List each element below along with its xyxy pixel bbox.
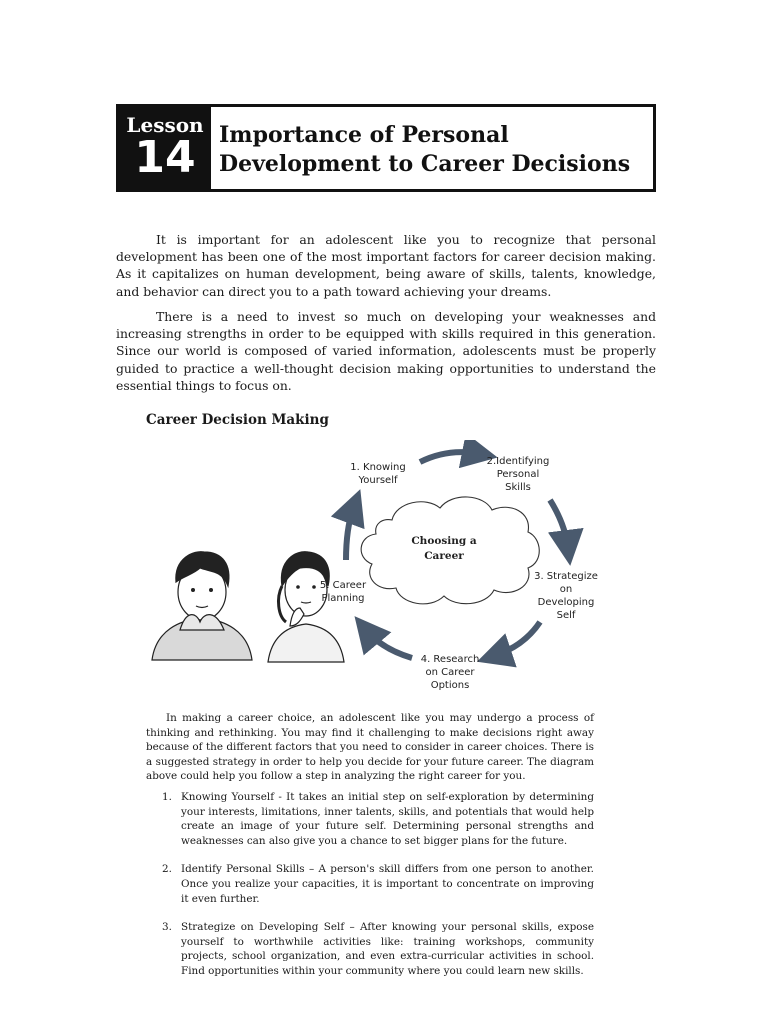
step-4-line2: on Career	[425, 667, 475, 678]
step-3-line4: Self	[556, 610, 576, 621]
steps-list	[162, 790, 594, 993]
step-2-line2: Personal	[496, 469, 540, 480]
arrow-2-to-3	[550, 500, 568, 548]
intro-paragraph-2	[116, 308, 656, 394]
list-number: 2.	[162, 863, 172, 876]
lesson-badge	[119, 107, 211, 189]
list-text: Strategize on Developing Self – After knowing your personal skills, expose yourself to worthwhile activities like: training workshops, community projects, school organization, and even extra-curricular activities in school. Find opportunities within your community where you could learn new skills.	[181, 921, 594, 977]
lesson-title-line1: Importance of Personal	[219, 122, 509, 148]
step-4-line3: Options	[430, 680, 470, 691]
arrow-3-to-4	[494, 622, 540, 656]
lesson-header	[116, 104, 656, 192]
step-3-line1: 3. Strategize	[534, 571, 598, 582]
lesson-title-line2: Development to Career Decisions	[219, 151, 631, 177]
boy-figure	[152, 552, 252, 660]
list-text: Identify Personal Skills – A person's skill differs from one person to another. Once you realize your capacities, it is important to concentrate on improving it even further.	[181, 863, 594, 905]
arrow-4-to-5	[366, 630, 412, 658]
lesson-title	[211, 107, 653, 189]
list-text: Knowing Yourself - It takes an initial step on self-exploration by determining your interests, limitations, inner talents, skills, and potentials that would help create an image of your future self. Determining personal strengths and weaknesses can also give you a chance to set bigger plans for the future.	[181, 791, 594, 847]
step-2-label	[487, 456, 550, 493]
intro-paragraph-1	[116, 231, 656, 300]
lesson-word: Lesson	[126, 113, 204, 137]
step-5-line1: 5. Career	[319, 580, 367, 591]
step-1-line2: Yourself	[358, 475, 398, 486]
body-paragraph-text: In making a career choice, an adolescent like you may undergo a process of thinking and rethinking. You may find it challenging to make decisions right away because of the different factors that you need to consider in career choices. There is a suggested strategy in order to help you decide for your future career. The diagram above could help you follow a step in analyzing the right career for you.	[146, 712, 594, 783]
students-illustration	[152, 552, 344, 662]
list-item	[162, 790, 594, 848]
center-label-line1: Choosing a	[411, 535, 477, 547]
step-4-line1: 4. Research	[420, 654, 480, 665]
list-number: 3.	[162, 921, 172, 934]
step-1-line1: 1. Knowing	[350, 462, 406, 473]
section-title: Career Decision Making	[146, 412, 329, 428]
arrow-5-to-1	[346, 506, 354, 560]
step-5-line2: Planning	[321, 593, 365, 604]
intro-paragraph-2-text: There is a need to invest so much on developing your weaknesses and increasing strengths in order to be equipped with skills required in this generation. Since our world is composed of varied information, adolescents must be properly guided to practice a well-thought decision making opportunities to understand the essential things to focus on.	[116, 309, 656, 393]
step-2-line1: 2.Identifying	[486, 456, 550, 467]
step-3-label	[534, 571, 598, 621]
step-1-label	[350, 462, 405, 486]
list-item	[162, 862, 594, 906]
list-number: 1.	[162, 791, 172, 803]
intro-paragraph-1-text: It is important for an adolescent like you to recognize that personal development has been one of the most important factors for career decision making. As it capitalizes on human development, being aware of skills, talents, knowledge, and behavior can direct you to a path toward achieving your dreams.	[116, 232, 656, 299]
step-2-line3: Skills	[505, 482, 531, 493]
step-3-line2: on	[559, 584, 573, 595]
step-3-line3: Developing	[537, 597, 595, 608]
body-paragraph	[146, 711, 594, 784]
career-decision-diagram	[140, 440, 640, 700]
list-item	[162, 920, 594, 978]
arrow-1-to-2	[420, 452, 480, 462]
center-label-line2: Career	[424, 550, 464, 562]
girl-figure	[268, 552, 344, 662]
step-4-label	[421, 654, 480, 691]
lesson-number: 14	[134, 132, 196, 183]
